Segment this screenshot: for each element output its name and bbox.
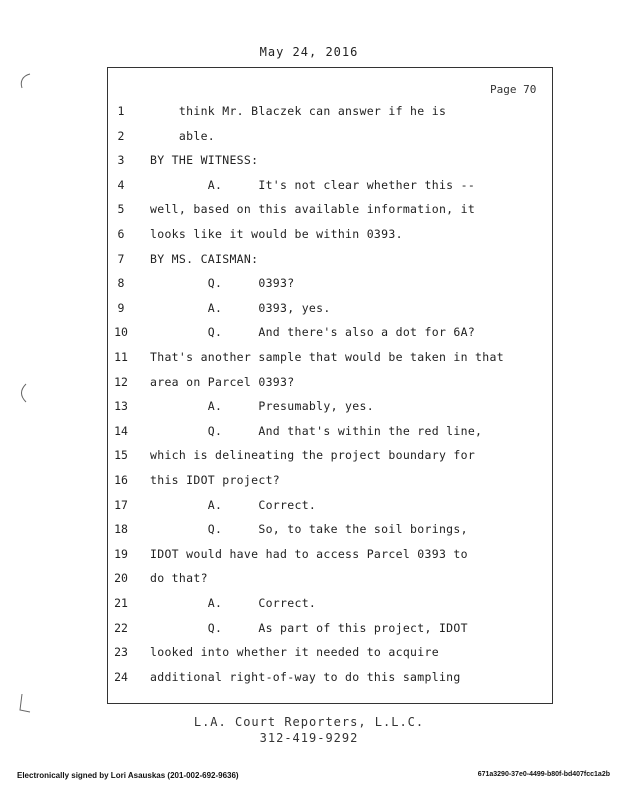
line-text: think Mr. Blaczek can answer if he is (150, 104, 447, 118)
transcript-line (0, 375, 618, 395)
transcript-line (0, 301, 618, 321)
line-text: area on Parcel 0393? (150, 374, 295, 389)
transcript-line (0, 202, 618, 222)
transcript-line (0, 522, 618, 542)
transcript-line (0, 252, 618, 272)
line-number: 4 (117, 177, 125, 192)
line-text: BY THE WITNESS: (150, 153, 259, 168)
line-number: 24 (114, 669, 128, 684)
transcript-line (0, 498, 618, 518)
document-id: 671a3290-37e0-4499-b80f-bd407fcc1a2b (477, 771, 610, 778)
line-number: 5 (117, 202, 125, 217)
line-number: 20 (114, 571, 128, 586)
line-text: A. It's not clear whether this -- (150, 177, 476, 192)
line-text: which is delineating the project boundary for (150, 448, 476, 463)
line-text: well, based on this available information, it (150, 202, 476, 217)
line-text: IDOT would have had to access Parcel 0393 to (150, 546, 468, 561)
line-number: 18 (114, 522, 128, 537)
scan-mark-icon (16, 382, 32, 406)
line-number: 15 (114, 448, 128, 463)
transcript-line (0, 547, 618, 567)
transcript-line (0, 153, 618, 173)
line-text: A. Correct. (150, 497, 317, 512)
line-text: Q. And there's also a dot for 6A? (150, 325, 476, 340)
line-number: 11 (114, 350, 128, 364)
line-number: 19 (114, 546, 128, 561)
line-text: looked into whether it needed to acquire (150, 645, 439, 660)
line-number: 16 (114, 473, 128, 487)
transcript-line (0, 129, 618, 149)
line-text: do that? (150, 571, 208, 586)
court-reporter-name: L.A. Court Reporters, L.L.C. (193, 715, 425, 729)
transcript-line (0, 178, 618, 198)
line-text: BY MS. CAISMAN: (150, 251, 259, 266)
line-text: looks like it would be within 0393. (150, 227, 403, 241)
transcript-line (0, 670, 618, 690)
transcript-line (0, 399, 618, 419)
line-text: A. 0393, yes. (150, 300, 331, 315)
line-number: 12 (114, 374, 128, 389)
line-number: 7 (117, 251, 125, 266)
transcript-line (0, 448, 618, 468)
line-number: 10 (114, 325, 128, 340)
line-number: 13 (114, 399, 128, 414)
line-number: 9 (117, 300, 125, 315)
transcript-date: May 24, 2016 (259, 45, 359, 59)
line-text: That's another sample that would be taken in that (150, 350, 504, 364)
transcript-line (0, 596, 618, 616)
court-reporter-phone: 312-419-9292 (259, 731, 359, 745)
transcript-line (0, 645, 618, 665)
line-text: able. (150, 128, 216, 143)
line-number: 3 (117, 153, 125, 168)
line-text: Q. 0393? (150, 276, 295, 291)
line-text: A. Presumably, yes. (150, 399, 374, 414)
page-number: Page 70 (490, 83, 537, 96)
transcript-line (0, 424, 618, 444)
line-number: 22 (114, 620, 128, 635)
line-number: 1 (117, 104, 125, 118)
line-text: Q. So, to take the soil borings, (150, 522, 468, 537)
transcript-line (0, 104, 618, 124)
line-text: additional right-of-way to do this sampling (150, 669, 461, 684)
line-number: 21 (114, 596, 128, 610)
line-number: 8 (117, 276, 125, 291)
transcript-line (0, 276, 618, 296)
transcript-line (0, 325, 618, 345)
transcript-line (0, 350, 618, 370)
line-text: Q. As part of this project, IDOT (150, 620, 468, 635)
scan-mark-icon (16, 692, 40, 716)
line-number: 23 (114, 645, 128, 660)
transcript-line (0, 621, 618, 641)
line-text: this IDOT project? (150, 473, 281, 487)
line-number: 17 (114, 497, 128, 512)
transcript-line (0, 473, 618, 493)
scan-mark-icon (16, 72, 36, 92)
transcript-line (0, 227, 618, 247)
line-number: 2 (117, 128, 125, 143)
line-number: 14 (114, 423, 128, 438)
transcript-line (0, 571, 618, 591)
line-number: 6 (117, 227, 125, 241)
line-text: Q. And that's within the red line, (150, 423, 483, 438)
line-text: A. Correct. (150, 596, 317, 610)
electronic-signature: Electronically signed by Lori Asauskas (201-002-692-9636) (17, 771, 239, 780)
